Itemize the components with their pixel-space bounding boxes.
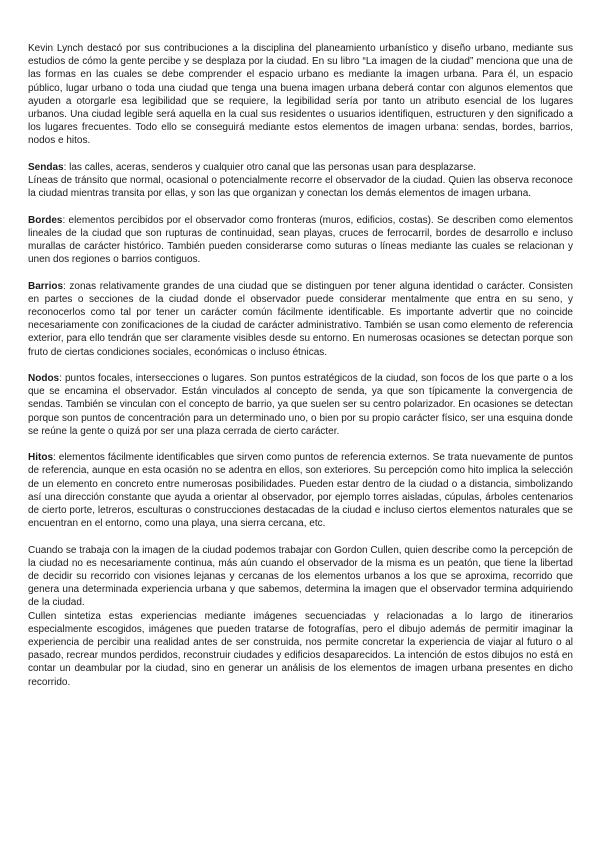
sendas-definition: : las calles, aceras, senderos y cualquier otro canal que las personas usan para desplazarse.	[63, 161, 477, 173]
document-page	[28, 42, 573, 689]
barrios-paragraph	[28, 280, 573, 359]
paragraph-gap	[28, 438, 573, 451]
hitos-term: Hitos	[28, 452, 53, 464]
bordes-paragraph	[28, 214, 573, 267]
paragraph-gap	[28, 530, 573, 543]
nodos-term: Nodos	[28, 373, 60, 385]
bordes-definition: : elementos percibidos por el observador como fronteras (muros, edificios, costas). Se describen como elementos lineales de la ciudad que son rupturas de continuidad, sean playas, cruces de ferrocarril, bordes de desarrollo e incluso murallas de carácter histórico. También pueden considerarse como suturas o líneas mediante las cuales se relacionan y unen dos regiones o barrios contiguos.	[28, 214, 573, 266]
nodos-definition: : puntos focales, intersecciones o lugares. Son puntos estratégicos de la ciudad, son focos de los que parte o a los que se encamina el observador. Están vinculados al concepto de senda, ya que son típicamente la convergencia de sendas. También se vinculan con el concepto de barrio, ya que suelen ser su centro polarizador. En ocasiones se detectan porque son puntos de concentración para un determinado uno, o bien por su propio carácter físico, ser una esquina donde se reúne la gente o quizá por ser una plaza cerrada de cierto carácter.	[28, 373, 573, 437]
paragraph-gap	[28, 148, 573, 161]
intro-paragraph: Kevin Lynch destacó por sus contribuciones a la disciplina del planeamiento urbanístico y diseño urbano, mediante sus estudios de cómo la gente percibe y se desplaza por la ciudad. En su libro “La imagen de la ciudad” menciona que una de las formas en las cuales se debe comprender el espacio urbano es mediante la imagen urbana. Para él, un espacio público, lugar urbano o toda una ciudad que tenga una buena imagen urbana deberá contar con algunos elementos que ayuden a otorgarle esa legibilidad que se requiere, la legibilidad sería por tanto un atributo esencial de los lugares urbanos. Una ciudad legible será aquella en la cual sus residentes o usuarios identifiquen, estructuren y den significado a los lugares frecuentes. Todo ello se conseguirá mediante estos elementos de imagen urbana: sendas, bordes, barrios, nodos e hitos.	[28, 43, 573, 147]
cullen-paragraph: Cuando se trabaja con la imagen de la ciudad podemos trabajar con Gordon Cullen, quien describe como la percepción de la ciudad no es necesariamente continua, más aún cuando el observador de la misma es un peatón, que tiene la libertad de decidir su recorrido con visiones lejanas y cercanas de los elementos urbanos a los que se aproxima, recorrido que genera una determinada experiencia urbana y que sabemos, determina la imagen que el observador termina adquiriendo de la ciudad.	[28, 544, 573, 609]
cullen-synthesis-paragraph: Cullen sintetiza estas experiencias mediante imágenes secuenciadas y relacionadas a lo largo de itinerarios especialmente escogidos, imágenes que pueden tratarse de fotografías, pero el dibujo además de permitir imaginar la experiencia de percibir una realidad antes de ser construida, nos permite concretar la experiencia de viajar al futuro o al pasado, recrear mundos perdidos, reconstruir ciudades y edificios desaparecidos. La intención de estos dibujos no está en contar un deambular por la ciudad, sino en generar un análisis de los elementos de imagen urbana presentes en dicho recorrido.	[28, 610, 573, 688]
paragraph-gap	[28, 200, 573, 213]
hitos-paragraph	[28, 451, 573, 530]
nodos-paragraph	[28, 372, 573, 438]
sendas-paragraph	[28, 161, 573, 174]
barrios-definition: : zonas relativamente grandes de una ciudad que se distinguen por tener alguna identidad o carácter. Consisten en partes o secciones de la ciudad donde el observador puede considerar mentalmente que entra en su seno, y reconocerlos como tal por tener un carácter común fácilmente identificable. Es importante advertir que no coincide necesariamente con zonificaciones de la ciudad de carácter administrativo. También se usan como elemento de referencia exterior, para ello tendrán que ser claramente visibles desde su entorno. En numerosas ocasiones se detectan porque son fruto de ciertas condiciones sociales, económicas o incluso étnicas.	[28, 280, 573, 358]
paragraph-gap	[28, 266, 573, 279]
barrios-term: Barrios	[28, 280, 64, 292]
bordes-term: Bordes	[28, 214, 63, 226]
hitos-definition: : elementos fácilmente identificables que sirven como puntos de referencia externos. Se trata nuevamente de puntos de referencia, aunque en esta ocasión no se adentra en ellos, son exteriores. Su percepción como hito implica la selección de un elemento en concreto entre numerosas posibilidades. Pueden estar dentro de la ciudad o a distancia, simbolizando así una dirección constante que ayuda a orientar al observador, por ejemplo torres aisladas, cúpulas, árboles centenarios de cierto porte, letreros, esculturas o construcciones destacadas de la ciudad e incluso ciertos elementos naturales que se encuentran en el entorno, como una playa, una sierra cercana, etc.	[28, 452, 573, 530]
sendas-paragraph-continued: Líneas de tránsito que normal, ocasional o potencialmente recorre el observador de la ciudad. Quien las observa reconoce la ciudad mientras transita por ellas, y son las que organizan y conectan los demás elementos de imagen urbana.	[28, 175, 573, 200]
paragraph-gap	[28, 359, 573, 372]
sendas-term: Sendas	[28, 161, 64, 173]
